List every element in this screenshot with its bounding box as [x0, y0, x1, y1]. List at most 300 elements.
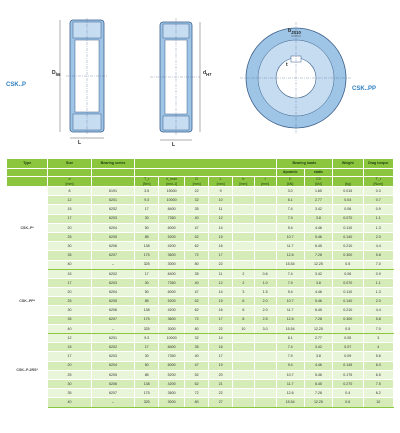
table-row — [7, 352, 394, 361]
table-cell: 15 — [48, 205, 91, 214]
table-cell: 30 — [135, 214, 159, 223]
table-cell: 20 — [48, 288, 91, 297]
symbol-cell: C [kN] — [276, 177, 304, 187]
table-cell: 4200 — [159, 379, 185, 388]
table-cell: 325 — [135, 398, 159, 407]
table-cell: 1.3 — [363, 288, 394, 297]
table-cell: 22 — [209, 389, 233, 398]
table-cell: 0.070 — [333, 278, 363, 287]
table-cell: 10.7 — [276, 232, 304, 241]
header-size: Size — [48, 159, 91, 169]
table-cell: 0.175 — [333, 370, 363, 379]
table-cell: 4.4 — [363, 306, 394, 315]
table-cell: 6202 — [91, 269, 134, 278]
table-cell: 35 — [48, 251, 91, 260]
table-row — [7, 361, 394, 370]
table-row — [7, 278, 394, 287]
table-cell — [254, 352, 276, 361]
table-cell: 0.140 — [333, 297, 363, 306]
table-cell — [233, 379, 255, 388]
table-cell: 0.140 — [333, 232, 363, 241]
table-cell: 47 — [185, 223, 209, 232]
table-cell: 3.42 — [304, 205, 332, 214]
table-cell: 6207 — [91, 315, 134, 324]
table-cell: 16 — [209, 306, 233, 315]
table-cell — [254, 232, 276, 241]
table-cell: 15 — [48, 343, 91, 352]
table-cell: 62 — [185, 379, 209, 388]
table-cell — [233, 352, 255, 361]
table-cell: 10000 — [159, 334, 185, 343]
table-cell: 80 — [185, 260, 209, 269]
table-row — [7, 315, 394, 324]
table-cell: 9.4 — [276, 361, 304, 370]
table-row — [7, 324, 394, 333]
table-cell — [254, 361, 276, 370]
table-cell: 3.42 — [304, 269, 332, 278]
table-cell: – — [91, 260, 134, 269]
table-cell — [233, 205, 255, 214]
table-cell: 2.0 — [254, 306, 276, 315]
table-cell: 15.54 — [276, 324, 304, 333]
table-cell: 6000 — [159, 223, 185, 232]
table-cell: 2.77 — [304, 196, 332, 205]
table-cell: 8400 — [159, 269, 185, 278]
key-t-label: t — [286, 62, 288, 68]
table-cell: 6203 — [91, 352, 134, 361]
table-cell: 7.4 — [276, 269, 304, 278]
table-cell: 9 — [209, 187, 233, 196]
table-cell: 6.1 — [276, 334, 304, 343]
table-cell: 17 — [135, 269, 159, 278]
table-cell — [254, 196, 276, 205]
table-cell: 3 — [233, 288, 255, 297]
table-cell: 80 — [185, 398, 209, 407]
table-cell: 16 — [209, 343, 233, 352]
table-cell: 10.7 — [276, 297, 304, 306]
table-cell: 7.9 — [276, 214, 304, 223]
csk-p-cross-section — [60, 18, 108, 138]
table-cell: 52 — [185, 370, 209, 379]
table-cell: 12.25 — [304, 398, 332, 407]
symbol-cell: n_max [min-1] — [159, 177, 185, 187]
table-row — [7, 398, 394, 407]
table-cell: 4.46 — [304, 223, 332, 232]
table-cell: 17 — [48, 352, 91, 361]
table-cell: 3.0 — [276, 187, 304, 196]
table-cell: 2.0 — [363, 297, 394, 306]
table-cell: 0.5 — [333, 324, 363, 333]
type-cell: CSK..PP* — [7, 269, 48, 333]
key-b-label: $b_{JS10}$ — [288, 28, 301, 35]
table-cell — [233, 361, 255, 370]
table-cell: 14 — [209, 288, 233, 297]
table-cell: 14 — [209, 334, 233, 343]
table-cell: 30 — [48, 306, 91, 315]
table-cell: 2 — [233, 278, 255, 287]
table-cell: 3600 — [159, 389, 185, 398]
table-cell: 4.46 — [304, 361, 332, 370]
table-cell: 5.46 — [304, 232, 332, 241]
table-cell: 8 — [48, 187, 91, 196]
table-cell: 6205 — [91, 297, 134, 306]
table-cell: 6203 — [91, 278, 134, 287]
dim-L2-label: L — [172, 142, 176, 148]
symbol-cell: t [mm] — [254, 177, 276, 187]
table-cell: 12.25 — [304, 324, 332, 333]
table-cell: 6202 — [91, 205, 134, 214]
header-weight: Weight — [333, 159, 363, 169]
table-cell: 30 — [135, 352, 159, 361]
table-cell: 52 — [185, 232, 209, 241]
table-cell: 3000 — [159, 260, 185, 269]
table-row — [7, 242, 394, 251]
table-cell: 35 — [185, 269, 209, 278]
table-cell: 175 — [135, 251, 159, 260]
table-cell: 15.54 — [276, 260, 304, 269]
table-cell: 6205 — [91, 232, 134, 241]
table-cell: 1.1 — [363, 278, 394, 287]
table-cell: 85 — [135, 297, 159, 306]
table-row — [7, 196, 394, 205]
header-bearing-series: Bearing series — [91, 159, 134, 169]
table-cell: 3.8 — [304, 214, 332, 223]
table-cell: 5200 — [159, 297, 185, 306]
table-cell: – — [91, 324, 134, 333]
table-cell: 0.06 — [333, 205, 363, 214]
table-cell: 72 — [185, 251, 209, 260]
table-cell: 7.9 — [276, 352, 304, 361]
table-cell: 12.25 — [304, 260, 332, 269]
table-cell: 6203 — [91, 214, 134, 223]
table-row — [7, 306, 394, 315]
table-cell: 12.6 — [276, 251, 304, 260]
table-cell — [233, 223, 255, 232]
table-cell: 0.5 — [333, 260, 363, 269]
table-cell: 0.145 — [333, 361, 363, 370]
table-cell: 80 — [185, 324, 209, 333]
table-row — [7, 343, 394, 352]
table-cell: 32 — [185, 196, 209, 205]
table-cell: 35 — [48, 315, 91, 324]
table-row — [7, 232, 394, 241]
table-cell: 50 — [135, 288, 159, 297]
table-cell — [254, 370, 276, 379]
symbol-cell: T_r [Nm] — [135, 177, 159, 187]
table-cell: 15 — [48, 269, 91, 278]
table-cell — [233, 196, 255, 205]
table-cell: 7.0 — [363, 260, 394, 269]
symbol-cell: b [mm] — [233, 177, 255, 187]
table-cell: 0.210 — [333, 242, 363, 251]
table-cell — [254, 251, 276, 260]
table-cell: 8 — [233, 315, 255, 324]
table-cell: 6206 — [91, 379, 134, 388]
table-row — [7, 389, 394, 398]
table-cell: 0.270 — [333, 379, 363, 388]
table-row — [7, 370, 394, 379]
table-cell: 16 — [209, 242, 233, 251]
table-cell: 0.05 — [333, 334, 363, 343]
symbol-cell: [kg] — [333, 177, 363, 187]
table-cell: 17 — [48, 214, 91, 223]
table-cell: 40 — [48, 260, 91, 269]
table-cell: 19 — [209, 361, 233, 370]
table-cell: 12.6 — [276, 389, 304, 398]
table-row — [7, 379, 394, 388]
table-cell: 2.5 — [254, 315, 276, 324]
table-cell: 6207 — [91, 389, 134, 398]
table-cell: 7.4 — [276, 205, 304, 214]
table-cell: 3.8 — [304, 352, 332, 361]
table-cell: 7.28 — [304, 389, 332, 398]
table-cell: 2.0 — [254, 297, 276, 306]
table-row — [7, 251, 394, 260]
table-cell: 6206 — [91, 306, 134, 315]
table-cell: 5.46 — [304, 297, 332, 306]
table-cell: 3600 — [159, 251, 185, 260]
table-cell: 1.1 — [363, 214, 394, 223]
dim-d-label: $d_{H7}$ — [203, 70, 212, 77]
table-cell: 6191 — [91, 187, 134, 196]
table-cell: 4 — [363, 343, 394, 352]
table-cell: 6205 — [91, 370, 134, 379]
table-cell: 1.65 — [304, 187, 332, 196]
table-cell: 12 — [48, 334, 91, 343]
table-cell: 1.3 — [363, 223, 394, 232]
table-cell: 0.9 — [363, 205, 394, 214]
table-cell — [254, 389, 276, 398]
table-cell — [233, 232, 255, 241]
csk-pp-label: CSK..PP — [352, 86, 377, 92]
table-cell: 20 — [48, 361, 91, 370]
table-cell — [233, 334, 255, 343]
table-cell: 138 — [135, 306, 159, 315]
table-cell: 11.7 — [276, 242, 304, 251]
table-cell: 3.42 — [304, 343, 332, 352]
header-type: Type — [7, 159, 48, 169]
table-cell: 9.3 — [135, 334, 159, 343]
table-cell — [254, 223, 276, 232]
table-row — [7, 288, 394, 297]
table-cell: 40 — [48, 324, 91, 333]
table-cell — [233, 251, 255, 260]
table-cell: 10 — [363, 398, 394, 407]
table-cell: 5.8 — [363, 251, 394, 260]
table-cell: 1.0 — [254, 278, 276, 287]
csk-p-label: CSK..P — [6, 82, 27, 88]
table-row — [7, 334, 394, 343]
table-cell — [233, 214, 255, 223]
table-cell: 6.1 — [276, 196, 304, 205]
table-cell: 6000 — [159, 361, 185, 370]
csk-pp-cross-section — [150, 18, 200, 140]
table-cell: 5200 — [159, 370, 185, 379]
table-cell: 9.4 — [276, 288, 304, 297]
table-cell: 0.6 — [333, 398, 363, 407]
table-cell — [233, 260, 255, 269]
table-cell: 7.4 — [276, 343, 304, 352]
table-cell: 35 — [185, 205, 209, 214]
header-dynamic: dynamic — [276, 169, 304, 177]
table-cell: 6000 — [159, 288, 185, 297]
table-cell: 0.07 — [333, 343, 363, 352]
table-cell: 62 — [185, 242, 209, 251]
table-row — [7, 214, 394, 223]
table-cell: 6202 — [91, 343, 134, 352]
table-cell: 12 — [48, 196, 91, 205]
table-cell: 10.7 — [276, 370, 304, 379]
specification-table — [6, 158, 394, 408]
table-cell: 17 — [48, 278, 91, 287]
table-cell: 50 — [135, 223, 159, 232]
table-cell: 10000 — [159, 196, 185, 205]
table-cell: 4.46 — [304, 288, 332, 297]
table-cell: 22 — [185, 187, 209, 196]
table-cell: 6201 — [91, 196, 134, 205]
table-cell: 40 — [185, 214, 209, 223]
table-cell: 5.46 — [304, 370, 332, 379]
table-cell: 0.210 — [333, 306, 363, 315]
dim-L-label: L — [78, 140, 82, 146]
symbol-cell: C0 [kN] — [304, 177, 332, 187]
header-static: static — [304, 169, 332, 177]
table-cell: 4200 — [159, 242, 185, 251]
table-cell: 72 — [185, 389, 209, 398]
table-cell: 0.300 — [333, 315, 363, 324]
table-cell: 12 — [209, 278, 233, 287]
table-cell: 62 — [185, 306, 209, 315]
table-cell: 6 — [233, 306, 255, 315]
table-cell: 7.0 — [363, 324, 394, 333]
units-row — [7, 177, 394, 187]
table-cell: 17 — [209, 251, 233, 260]
table-cell: 20 — [209, 370, 233, 379]
table-cell: 15 — [209, 232, 233, 241]
table-cell — [254, 398, 276, 407]
header-bearing-loads: Bearing loads — [276, 159, 333, 169]
csk-pp-face-view — [240, 22, 352, 134]
table-cell: 35 — [48, 389, 91, 398]
table-cell: 5.8 — [363, 315, 394, 324]
table-cell: 0.300 — [333, 251, 363, 260]
table-cell: 9.4 — [276, 223, 304, 232]
type-cell: CSK..P-2RS* — [7, 334, 48, 408]
table-cell: 0.110 — [333, 223, 363, 232]
symbol-cell: d [mm] — [48, 177, 91, 187]
table-cell: 6.45 — [304, 306, 332, 315]
table-body — [7, 187, 394, 408]
table-cell: 0.04 — [333, 196, 363, 205]
table-cell: 0.09 — [333, 352, 363, 361]
table-cell: 85 — [135, 370, 159, 379]
table-cell: 22 — [209, 260, 233, 269]
table-cell — [254, 260, 276, 269]
table-cell: 6204 — [91, 288, 134, 297]
symbol-cell: L [mm] — [209, 177, 233, 187]
table-row — [7, 205, 394, 214]
table-cell: 30 — [48, 242, 91, 251]
table-cell: 0.3 — [363, 187, 394, 196]
table-cell: 22 — [209, 324, 233, 333]
table-cell — [233, 242, 255, 251]
table-cell: 40 — [185, 352, 209, 361]
table-cell: 21 — [209, 379, 233, 388]
table-cell: 30 — [48, 379, 91, 388]
table-cell: 3000 — [159, 324, 185, 333]
table-cell: 50 — [135, 361, 159, 370]
table-cell: 11.7 — [276, 379, 304, 388]
table-cell: 7.9 — [276, 278, 304, 287]
table-cell: 30 — [135, 278, 159, 287]
table-cell: 17 — [209, 352, 233, 361]
table-cell: 11 — [209, 205, 233, 214]
table-cell: 5.6 — [363, 352, 394, 361]
table-cell: 10 — [233, 324, 255, 333]
table-cell: 17 — [135, 343, 159, 352]
table-cell: 3.8 — [304, 278, 332, 287]
table-row — [7, 297, 394, 306]
table-cell: 15.54 — [276, 398, 304, 407]
table-cell: 8.2 — [363, 389, 394, 398]
table-cell: 6.45 — [304, 379, 332, 388]
table-cell: 7.28 — [304, 315, 332, 324]
table-cell: 1.5 — [254, 288, 276, 297]
table-cell: 0.9 — [363, 269, 394, 278]
table-cell: 8400 — [159, 205, 185, 214]
table-cell — [254, 214, 276, 223]
table-cell: 72 — [185, 315, 209, 324]
table-cell: 7350 — [159, 278, 185, 287]
table-cell: 6 — [233, 297, 255, 306]
table-cell: 32 — [185, 334, 209, 343]
table-cell: 6207 — [91, 251, 134, 260]
table-cell: 25 — [48, 370, 91, 379]
table-cell: 0.6 — [254, 269, 276, 278]
table-cell — [254, 242, 276, 251]
table-cell: 6.0 — [363, 361, 394, 370]
table-cell: 14 — [209, 223, 233, 232]
table-cell: 47 — [185, 288, 209, 297]
table-cell: 17 — [135, 205, 159, 214]
table-cell — [254, 205, 276, 214]
table-cell: 25 — [48, 297, 91, 306]
symbol-cell: T_r [Ncm] — [363, 177, 394, 187]
table-cell: 3000 — [159, 398, 185, 407]
table-cell — [254, 379, 276, 388]
table-cell: 7.5 — [363, 379, 394, 388]
table-cell: 0.015 — [333, 187, 363, 196]
table-cell: 138 — [135, 379, 159, 388]
table-cell: 35 — [185, 343, 209, 352]
table-cell: 6201 — [91, 334, 134, 343]
table-cell: 6206 — [91, 242, 134, 251]
table-cell: 2 — [233, 269, 255, 278]
table-cell: 15000 — [159, 187, 185, 196]
table-cell: 0.7 — [363, 196, 394, 205]
table-cell: 9.3 — [135, 196, 159, 205]
table-cell: 7.28 — [304, 251, 332, 260]
table-cell — [254, 343, 276, 352]
table-row — [7, 269, 394, 278]
table-cell — [233, 370, 255, 379]
table-cell: 0.110 — [333, 288, 363, 297]
table-cell: 27 — [209, 398, 233, 407]
table-cell: 20 — [48, 223, 91, 232]
table-cell — [233, 187, 255, 196]
table-cell: 85 — [135, 232, 159, 241]
table-cell: 2.0 — [363, 232, 394, 241]
